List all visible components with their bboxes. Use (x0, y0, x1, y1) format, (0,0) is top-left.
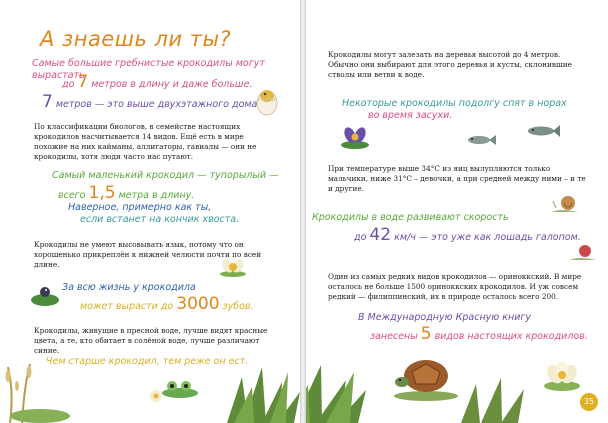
fact-sleep-line1: Некоторые крокодилы подолгу спят в норах (342, 98, 567, 109)
fact-speed-line2: до 42 км/ч — это уже как лошадь галопом. (354, 225, 581, 245)
fact-largest-line1: Самые большие гребнистые крокодилы могут вырастать (32, 58, 265, 81)
fact-largest-line3: 7 метров — это выше двухэтажного дома (42, 92, 258, 112)
page-number: 35 (580, 393, 598, 411)
flower-bottom-icon (148, 388, 164, 404)
page-title: А знаешь ли ты? (40, 27, 232, 51)
fact-eating: Чем старше крокодил, тем реже он ест. (46, 356, 249, 367)
fact-teeth-line1: За всю жизнь у крокодила (62, 282, 196, 293)
fact-speed-line1: Крокодилы в воде развивают скорость (312, 212, 509, 223)
flower-icon (218, 254, 248, 278)
frog-eyes-icon (160, 378, 200, 398)
paragraph-classification: По классификации биологов, в семействе настоящих крокодилов насчитывается 14 видов. Ещё есть в мире похожие на них кайманы, аллигаторы, гавиалы — они не крокодилы, хотя люди часто нас путают. (34, 122, 257, 161)
snail-icon-2 (568, 242, 598, 262)
fact-smallest-line2: всего 1,5 метра в длину. (58, 183, 195, 203)
flower-right-icon (542, 356, 582, 392)
turtle-illustration (392, 352, 460, 402)
fact-smallest-line1: Самый маленький крокодил — тупорылый — (52, 170, 279, 181)
grass-right-illustration (456, 374, 536, 423)
paragraph-tongue: Крокодилы не умеют высовывать язык, потому что он хорошенько прикреплён к нижней челюсти почти по всей длине. (34, 240, 262, 269)
paragraph-temperature: При температуре выше 34°С из яиц вылупляются только мальчики, ниже 31°С – девочки, а при средней между ними – и те и другие. (328, 164, 586, 193)
fact-teeth-line2: может вырасти до 3000 зубов. (80, 294, 254, 314)
paragraph-trees: Крокодилы могут залезать на деревья высотой до 4 метров. Обычно они выбирают для этого деревья и кусты, склонившие стволы или ветви к воде. (328, 50, 572, 79)
grass-left-illustration (306, 360, 376, 423)
paragraph-rare-species: Один из самых редких видов крокодилов — ориноккский. В мире осталось не больше 1500 ориноккских крокодилов. И уж совсем редкий — филиппинский, их в природе осталось всего 200. (328, 272, 582, 301)
snail-icon (550, 194, 580, 214)
fact-sleep-line2: во время засухи. (368, 110, 453, 121)
left-page (0, 0, 300, 423)
right-page (306, 0, 608, 423)
fact-red-book-line2: занесены 5 видов настоящих крокодилов. (370, 324, 588, 344)
fish-icon-2 (526, 124, 560, 138)
reeds-illustration (0, 362, 130, 423)
fish-icon (466, 134, 496, 146)
grass-illustration (222, 362, 300, 423)
fact-smallest-line4: если встанет на кончик хвоста. (80, 214, 240, 225)
fact-red-book-line1: В Международную Красную книгу (358, 312, 532, 323)
paragraph-colors: Крокодилы, живущие в пресной воде, лучше видят красные цвета, а те, кто обитает в солёной воде, лучше различают синие. (34, 326, 268, 355)
fact-smallest-line3: Наверное, примерно как ты, (68, 202, 212, 213)
purple-flower-icon (340, 122, 370, 150)
hatchling-egg-icon (254, 86, 280, 116)
lily-pad-icon (30, 282, 60, 308)
fact-largest-line2: до 7 метров в длину и даже больше. (62, 72, 253, 92)
